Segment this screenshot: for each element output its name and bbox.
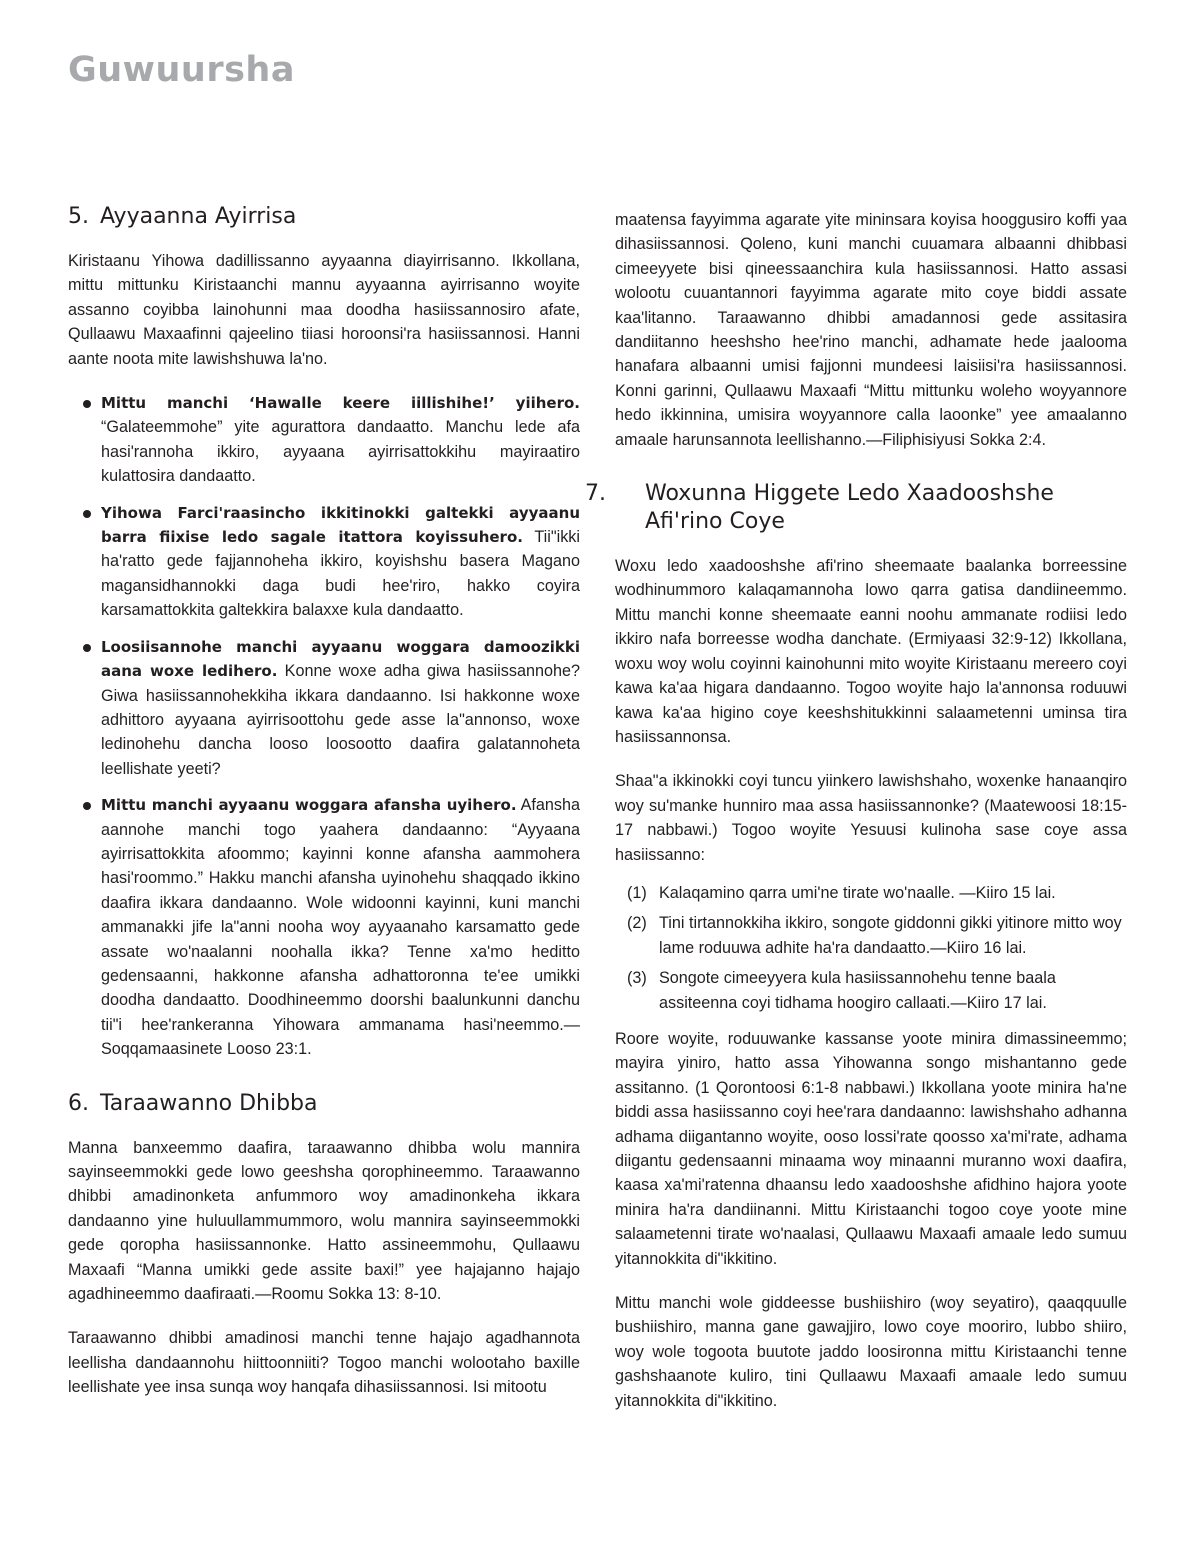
- section-6-paragraph-2-continued: maatensa fayyimma agarate yite mininsara koyisa hooggusiro koffi yaa dihasiissannosi. Qoleno, kuni manchi cuuamara albaanni dhibbasi cimeeyyete bisi qineessaanchira kula hasiissannosi. Hatto assasi wolootu cuuantannori fayyimma agarate mito coye biddi assate kaa'litanno. Taraawanno dhibbi amadannosi gede assitasira dandiitanno heeshsho hee'rino manchi, adhamate hede jaalooma hanafara albaanni umisi fajjonni mundeesi laisiisi'ra hasiissannosi. Konni garinni, Qullaawu Maxaafi “Mittu mittunku woleho woyyannore hedo ikkinnina, umisira woyyannore calla laoonke” yee amaalanno amaale harunsannota leellishanno.—Filiphisiyusi Sokka 2:4.: [615, 211, 1127, 449]
- section-7-paragraph-1: Woxu ledo xaadooshshe afi'rino sheemaate baalanka borreessine wodhinummoro kalaqamannoha lowo qarra gatisa dandiineemmo. Mittu manchi konne sheemaate eanni noohu ammanate rodiisi ledo ikkiro nafa borreesse wodha danchate. (Ermiyaasi 32:9-12) Ikkollana, woxu woy wolu coyinni kainohunni mito woyite Kiristaanu mereero coyi kawa ka'aa higara dandaanno. Togoo woyite hajo la'annonsa roduuwi kawa ka'aa higino coye keeshshitukkinni salaametenni uminsa tira hasiissannonsa.: [615, 557, 1127, 746]
- section-6-paragraph-2: [68, 1326, 580, 1399]
- section-6-paragraph-2-text: Taraawanno dhibbi amadinosi manchi tenne hajajo agadhannota leellisha dandaannohu hiittoonniiti? Togoo manchi wolootaho baxille leellishate yee insa sunqa woy hanqafa dihasiissannosi. Isi mitootu: [68, 1329, 580, 1397]
- section-7-paragraph-3: Roore woyite, roduuwanke kassanse yoote minira dimassineemmo; mayira yiniro, hatto assa Yihowanna songo mishantanno gede assitanno. (1 Qorontoosi 6:1-8 nabbawi.) Ikkollana yoote minira ha'ne biddi assa hasiissanno coyi hee'rara dandaanno: lawishshaho adhanna adhama diigantanno woyite, ooso lossi'rate qoosso xa'mi'rate, adhama diigantu gedensaanni minaama woy minaanni muranno woxi daafira, kaasa xa'mi'ratenna dhaansu ledo xaadooshshe afidhino hajora yoote minira ha'ra dandiinanni. Mittu Kiristaanchi togoo coye yoote mine salaametenni tirate wo'naalasi, Qullaawu Maxaafi amaale ledo sumuu yitannokkita di"ikkitino.: [615, 1029, 1127, 1268]
- section-6: [68, 1090, 580, 1400]
- bullet-dot-icon: [83, 644, 91, 652]
- numbered-marker: (1): [627, 883, 647, 902]
- bullet-text: Tii"ikki ha'ratto gede fajjannoheha ikkiro, koyishshu basera Magano magansidhannokki daga budi hee'riro, hakko coyira karsamattokkita galtekkira balaxxe kula dandaatto.: [101, 528, 580, 620]
- section-5-intro: Kiristaanu Yihowa dadillissanno ayyaanna diayirrisanno. Ikkollana, mittu mittunku Kiristaanchi mannu ayyaanna ayirrisanno woyite assanno coyibba lainohunni maa doodha hasiissannosiro afate, Qullaawu Maxaafinni qajeelino tiiasi horoonsi'ra hasiissannosi. Hanni aante noota mite lawishshuwa la'no.: [68, 252, 580, 368]
- section-7-number: 7.: [585, 481, 606, 507]
- numbered-item: [615, 966, 1127, 1015]
- bullet-item: [68, 793, 580, 1061]
- bullet-item: [68, 635, 580, 781]
- section-7-paragraph-2: Shaa"a ikkinokki coyi tuncu yiinkero lawishshaho, woxenke hanaanqiro woy su'manke hunniro maa assa hasiissannonke? (Maatewoosi 18:15-17 nabbawi.) Togoo woyite Yesuusi kulinoha sase coye assa hasiissanno:: [615, 772, 1127, 864]
- bullet-text: “Galateemmohe” yite agurattora dandaatto. Manchu lede afa hasi'rannoha ikkiro, ayyaana ayirrisattokkihu mayiraatiro kulattosira dandaatto.: [101, 418, 580, 486]
- bullet-text: Afansha aannohe manchi togo yaahera dandaanno: “Ayyaana ayirrisattokkita afoommo; kayinni konne afansha aammohera hasi'roommo.” Hakku manchi afansha uyinohehu shaqqado ikkino daafira ikkara dandaanno. Wole widoonni kayinni, kuni manchi ammanakki jife la"anni nooha woy ayyaanaho karsamatto gede assate wo'naalanni noohalla ikka? Tenne xa'mo heditto gedensaanni, hakkonne afansha adhattoronna te'ee umikki doodha dandaatto. Doodhineemmo doorshi baalunkunni danchu tii"i hee'rankeranna Yihowara ammanama hasi'neemmo.—Soqqamaasinete Looso 23:1.: [101, 796, 580, 1059]
- bullet-text: Konne woxe adha giwa hasiissannohe? Giwa hasiissannohekkiha ikkara dandaanno. Isi hakkonne woxe adhittoro ayyaana ayirrisoottohu gede asse la"annonso, woxe ledinohehu dancha looso loosootto daafira galatannoheta leellishate yeeti?: [101, 662, 580, 778]
- numbered-text: Tini tirtannokkiha ikkiro, songote giddonni gikki yitinore mitto woy lame roduuwa adhite ha'ra dandaatto.—Kiiro 16 lai.: [659, 914, 1122, 957]
- section-7-heading: [585, 480, 1127, 536]
- right-column: [585, 208, 1127, 1433]
- bullet-dot-icon: [83, 802, 91, 810]
- section-7-title: Woxunna Higgete Ledo Xaadooshshe Afi'rino Coye: [645, 481, 1054, 535]
- numbered-item: [615, 881, 1127, 905]
- bullet-lead: Mittu manchi ayyaanu woggara afansha uyihero.: [101, 796, 517, 815]
- numbered-text: Kalaqamino qarra umi'ne tirate wo'naalle. —Kiiro 15 lai.: [659, 883, 1056, 902]
- section-6-number: 6.: [68, 1090, 89, 1116]
- numbered-marker: (2): [627, 914, 647, 933]
- bullet-lead: Yihowa Farci'raasincho ikkitinokki galtekki ayyaanu barra fiixise ledo sagale itattora koyissuhero.: [101, 503, 580, 547]
- numbered-marker: (3): [627, 969, 647, 988]
- running-head: Guwuursha: [68, 50, 295, 90]
- section-5-title: Ayyaanna Ayirrisa: [100, 204, 297, 229]
- numbered-item: [615, 911, 1127, 960]
- bullet-item: [68, 501, 580, 623]
- bullet-lead: Mittu manchi ‘Hawalle keere iillishihe!’ yiihero.: [101, 394, 580, 413]
- section-5-number: 5.: [68, 204, 89, 229]
- bullet-lead: Loosiisannohe manchi ayyaanu woggara damoozikki aana woxe ledihero.: [101, 637, 580, 681]
- section-6-paragraph-1: Manna banxeemmo daafira, taraawanno dhibba wolu mannira sayinseemmokki gede lowo geeshsha qorophineemmo. Taraawanno dhibbi amadinonketa anfummoro woy amadinonkeha ikkara dandaanno yine huluullammummoro, wolu mannira sayinseemmokki gede qoropha hasiissannonke. Hatto assineemmohu, Qullaawu Maxaafi “Manna umikki gede assite baxi!” yee hajajanno hajajo agadhineemmo daafiraati.—Roomu Sokka 13: 8-10.: [68, 1138, 580, 1304]
- section-5: [68, 203, 580, 1062]
- section-7-numbered-list: [615, 881, 1127, 1015]
- left-column: [68, 203, 580, 1420]
- bullet-item: [68, 391, 580, 489]
- numbered-text: Songote cimeeyyera kula hasiissannohehu tenne baala assiteenna coyi tidhama hoogiro callaati.—Kiiro 17 lai.: [659, 969, 1056, 1012]
- section-5-heading: [68, 203, 580, 231]
- bullet-dot-icon: [83, 400, 91, 408]
- section-6-heading: [68, 1090, 580, 1118]
- section-7: [585, 480, 1127, 1413]
- bullet-dot-icon: [83, 510, 91, 518]
- section-6-title: Taraawanno Dhibba: [100, 1090, 318, 1116]
- section-7-paragraph-4: Mittu manchi wole giddeesse bushiishiro (woy seyatiro), qaaqquulle bushiishiro, manna gane gawajjiro, lowo coye mooriro, lubbo shiiro, woy wole togoota buutote jaddo loosironna mittu Kiristaanchi tenne gashshaanote kuliro, tini Qullaawu Maxaafi amaale ledo sumuu yitannokkita di"ikkitino.: [615, 1294, 1127, 1410]
- section-5-bullet-list: [68, 391, 580, 1062]
